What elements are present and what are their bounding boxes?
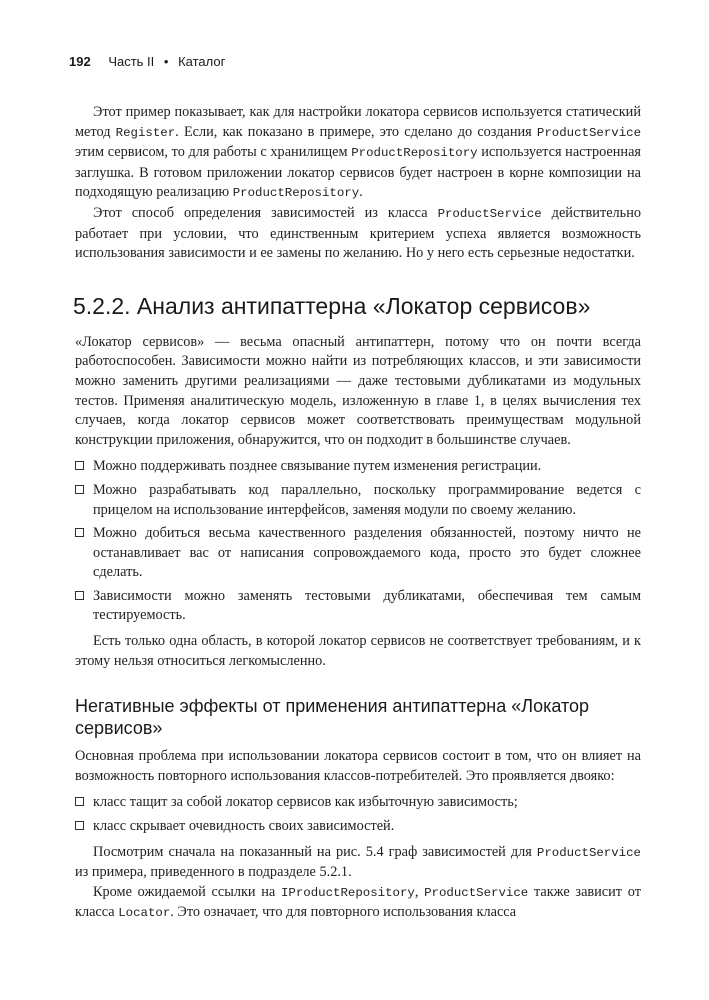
checkbox-bullet-icon [75,485,84,494]
list-item [75,524,641,583]
code-productservice: ProductService [424,885,529,900]
list-item [75,817,641,837]
drawbacks-list [75,793,641,836]
text-run: действительно работает при условии, что единственным критерием успеха является возможность использования зависимости и ее замены по желанию. Но у него есть серьезные недостатки. [75,204,641,262]
page-number: 192 [69,54,91,69]
text-run: Кроме ожидаемой ссылки на [93,883,281,900]
checkbox-bullet-icon [75,821,84,830]
running-header [69,54,225,69]
text-run: Посмотрим сначала на показанный на рис. 5.4 граф зависимостей для [93,843,537,860]
text-run: используется настроенная заглушка. В готовом приложении локатор сервисов будет настроен в корне композиции на подходящую реализацию [75,144,641,201]
list-item-text: класс тащит за собой локатор сервисов как избыточную зависимость; [93,794,518,811]
text-run: Этот пример показывает, как для настройки локатора сервисов используется статический метод [75,104,641,140]
text-run: . Это означает, что для повторного использования класса [170,904,517,921]
paragraph-locator-dependency [75,883,641,924]
code-productservice: ProductService [437,206,542,221]
code-locator: Locator [118,906,171,921]
section-label: Каталог [178,54,226,69]
page-body [75,103,641,924]
list-item [75,793,641,813]
text-run: Этот способ определения зависимостей из класса [93,204,438,221]
list-item [75,457,641,477]
list-item-text: Можно поддерживать позднее связывание путем изменения регистрации. [93,458,542,475]
paragraph-antipattern-intro: «Локатор сервисов» — весьма опасный антипаттерн, потому что он почти всегда работоспособен. Зависимости можно найти из потребляющих классов, и эти зависимости можно заменить другими реализациями — даже тестовыми дубликатами из модульных тестов. Применяя аналитическую модель, изложенную в главе 1, в целях вычисления тех случаев, когда локатор сервисов может соответствовать преимуществам модульной конструкции приложения, обнаружится, что он подходит в большинстве случаев. [75,333,641,448]
code-productservice: ProductService [536,125,642,140]
list-item-text: Можно разрабатывать код параллельно, поскольку программирование ведется с прицелом на использование интерфейсов, заменяя модули по своему желанию. [93,481,641,518]
code-productservice: ProductService [536,845,641,860]
checkbox-bullet-icon [75,461,84,470]
checkbox-bullet-icon [75,797,84,806]
code-productrepository: ProductRepository [232,186,360,201]
benefits-list [75,457,641,626]
code-register: Register [115,125,176,140]
paragraph-dependency-method [75,204,641,264]
paragraph-register-example [75,103,641,204]
text-run: . [359,184,363,201]
paragraph-one-area: Есть только одна область, в которой локатор сервисов не соответствует требованиям, и к этому нельзя относиться легкомысленно. [75,633,641,669]
text-run: также зависит от класса [75,883,641,921]
part-label: Часть II [108,54,155,69]
text-run: , [414,883,425,900]
list-item [75,481,641,520]
checkbox-bullet-icon [75,591,84,600]
code-productrepository: ProductRepository [351,146,478,161]
text-run: этим сервисом, то для работы с хранилищем [75,144,352,161]
code-iproductrepository: IProductRepository [280,885,415,900]
header-separator: • [163,54,169,69]
text-run: из примера, приведенного в подразделе 5.2.1. [75,864,352,881]
section-heading: 5.2.2. Анализ антипаттерна «Локатор сервисов» [73,292,591,319]
list-item-text: Зависимости можно заменять тестовыми дубликатами, обеспечивая тем самым тестируемость. [93,587,641,624]
paragraph-main-problem: Основная проблема при использовании локатора сервисов состоит в том, что он влияет на возможность повторного использования классов-потребителей. Это проявляется двояко: [75,748,641,784]
list-item-text: класс скрывает очевидность своих зависимостей. [93,818,395,835]
list-item-text: Можно добиться весьма качественного разделения обязанностей, поэтому ничто не останавливает вас от написания сопровождаемого кода, просто это будет сложнее сделать. [93,525,641,581]
paragraph-dependency-graph [75,843,641,883]
subsection-heading: Негативные эффекты от применения антипаттерна «Локатор сервисов» [75,696,590,739]
text-run: . Если, как показано в примере, это сделано до создания [175,123,537,140]
list-item [75,587,641,626]
checkbox-bullet-icon [75,528,84,537]
